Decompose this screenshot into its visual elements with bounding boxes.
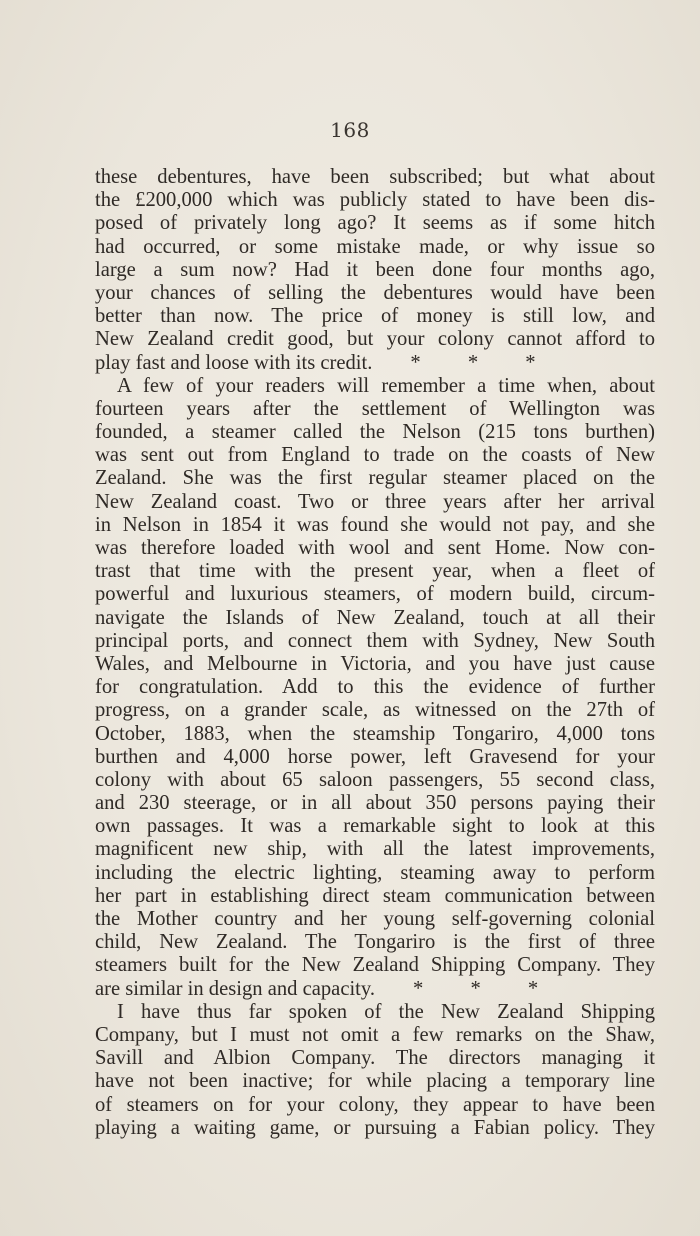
page-number: 168	[330, 118, 370, 142]
text-line: the £200,000 which was publicly stated to have been dis-	[95, 189, 655, 212]
section-asterisks: * * *	[410, 351, 536, 374]
text-line: in Nelson in 1854 it was found she would not pay, and she	[95, 513, 655, 536]
text-line: better than now. The price of money is still low, and	[95, 305, 655, 328]
text-line: Company, but I must not omit a few remarks on the Shaw,	[95, 1023, 655, 1046]
text-line: have not been inactive; for while placing a temporary line	[95, 1070, 655, 1093]
text-line: Savill and Albion Company. The directors managing it	[95, 1047, 655, 1070]
text-line: playing a waiting game, or pursuing a Fabian policy. They	[95, 1116, 655, 1139]
text-line: large a sum now? Had it been done four months ago,	[95, 258, 655, 281]
text-line: colony with about 65 saloon passengers, 55 second class,	[95, 768, 655, 791]
text-line: Wales, and Melbourne in Victoria, and you have just cause	[95, 652, 655, 675]
text-line: for congratulation. Add to this the evidence of further	[95, 676, 655, 699]
text-line: trast that time with the present year, when a fleet of	[95, 560, 655, 583]
text-line: these debentures, have been subscribed; but what about	[95, 166, 655, 188]
text-line: powerful and luxurious steamers, of modern build, circum-	[95, 583, 655, 606]
text-line: A few of your readers will remember a time when, about	[117, 374, 655, 397]
text-line: principal ports, and connect them with Sydney, New South	[95, 629, 655, 652]
text-line: the Mother country and her young self-governing colonial	[95, 908, 655, 930]
text-line: was sent out from England to trade on the coasts of New	[95, 444, 655, 467]
text-line: progress, on a grander scale, as witnessed on the 27th of	[95, 699, 655, 722]
text-line-with-asterisks	[95, 978, 655, 1001]
text-line: child, New Zealand. The Tongariro is the first of three	[95, 931, 655, 954]
text-line: I have thus far spoken of the New Zealand Shipping	[117, 1000, 655, 1023]
text-line: fourteen years after the settlement of Wellington was	[95, 397, 655, 420]
section-asterisks: * * *	[413, 977, 539, 1000]
text-line: her part in establishing direct steam communication between	[95, 884, 655, 907]
text-line: are similar in design and capacity.	[95, 977, 376, 1000]
text-line: including the electric lighting, steaming away to perform	[95, 861, 655, 884]
text-line: your chances of selling the debentures would have been	[95, 281, 655, 304]
text-line: own passages. It was a remarkable sight to look at this	[95, 815, 655, 838]
text-line: New Zealand coast. Two or three years after her arrival	[95, 490, 655, 513]
text-line: magnificent new ship, with all the latest improvements,	[95, 838, 655, 861]
text-line: Zealand. She was the first regular steamer placed on the	[95, 467, 655, 490]
text-line: of steamers on for your colony, they appear to have been	[95, 1093, 655, 1116]
text-line: was therefore loaded with wool and sent Home. Now con-	[95, 537, 655, 559]
text-line: and 230 steerage, or in all about 350 persons paying their	[95, 792, 655, 815]
text-line-with-asterisks	[95, 352, 655, 375]
text-line: steamers built for the New Zealand Shipping Company. They	[95, 954, 655, 977]
text-line: founded, a steamer called the Nelson (215 tons burthen)	[95, 421, 655, 444]
text-line: play fast and loose with its credit.	[95, 351, 373, 374]
text-line: burthen and 4,000 horse power, left Gravesend for your	[95, 745, 655, 768]
text-line: had occurred, or some mistake made, or why issue so	[95, 235, 655, 258]
text-line: posed of privately long ago? It seems as if some hitch	[95, 212, 655, 235]
text-line: New Zealand credit good, but your colony cannot afford to	[95, 328, 655, 351]
body-text	[95, 166, 655, 1140]
text-line: October, 1883, when the steamship Tongariro, 4,000 tons	[95, 722, 655, 745]
text-line: navigate the Islands of New Zealand, touch at all their	[95, 606, 655, 629]
